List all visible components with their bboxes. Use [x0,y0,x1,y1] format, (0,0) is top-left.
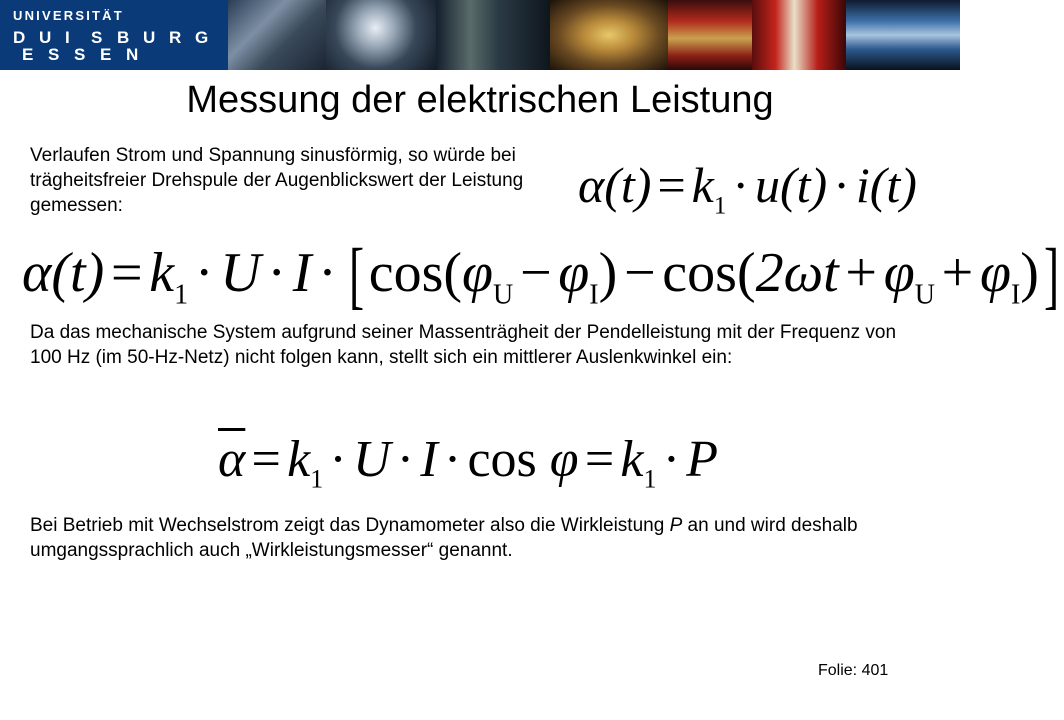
power-symbol: P [669,515,683,536]
conclusion-paragraph: Bei Betrieb mit Wechselstrom zeigt das Dynamometer also die Wirkleistung P an und wird deshalb umgangssprachlich auch „Wirkleistungsmesser“ genannt. [30,515,858,561]
logo-line-essen: E S S E N [22,45,139,64]
header-photo-red-structure [752,0,846,70]
logo-line-universitaet: UNIVERSITÄT [13,8,124,23]
inertia-paragraph: Da das mechanische System aufgrund seiner Massenträgheit der Pendelleistung mit der Frequenz von 100 Hz (im 50-Hz-Netz) nicht folgen kann, stellt sich ein mittlerer Auslenkwinkel ein: [30,322,897,368]
header-photo-insulator [326,0,436,70]
header-photo-red-insulator [668,0,752,70]
formula-expanded-power: $\alpha(t) = k_1 \cdot U \cdot I \cdot [\cos(\varphi_U - \varphi_I) - \cos(2\omega t + \varphi_U + \varphi_I)]$ [22,234,1060,318]
right-bracket: ] [1043,234,1060,318]
left-bracket: [ [348,234,364,318]
logo-line-duisburg: D U I S B U R G [13,28,209,47]
intro-paragraph: Verlaufen Strom und Spannung sinusförmig, so würde bei trägheitsfreier Drehspule der Augenblickswert der Leistung gemessen: [30,145,524,216]
header-photo-coil [550,0,668,70]
formula-instantaneous-power: $\alpha(t) = k_1 \cdot u(t) \cdot i(t)$ [578,157,917,220]
slide-title: Messung der elektrischen Leistung [186,79,774,121]
header-photo-pipes [846,0,960,70]
header-banner [0,0,960,70]
formula-mean-deflection: $\overline{\alpha} = k_1 \cdot U \cdot I \cdot \cos \varphi = k_1 \cdot P$ [218,431,719,494]
header-photo-hall [228,0,326,70]
header-photo-machine [436,0,550,70]
university-logo [0,0,228,70]
slide-number: Folie: 401 [818,662,889,679]
